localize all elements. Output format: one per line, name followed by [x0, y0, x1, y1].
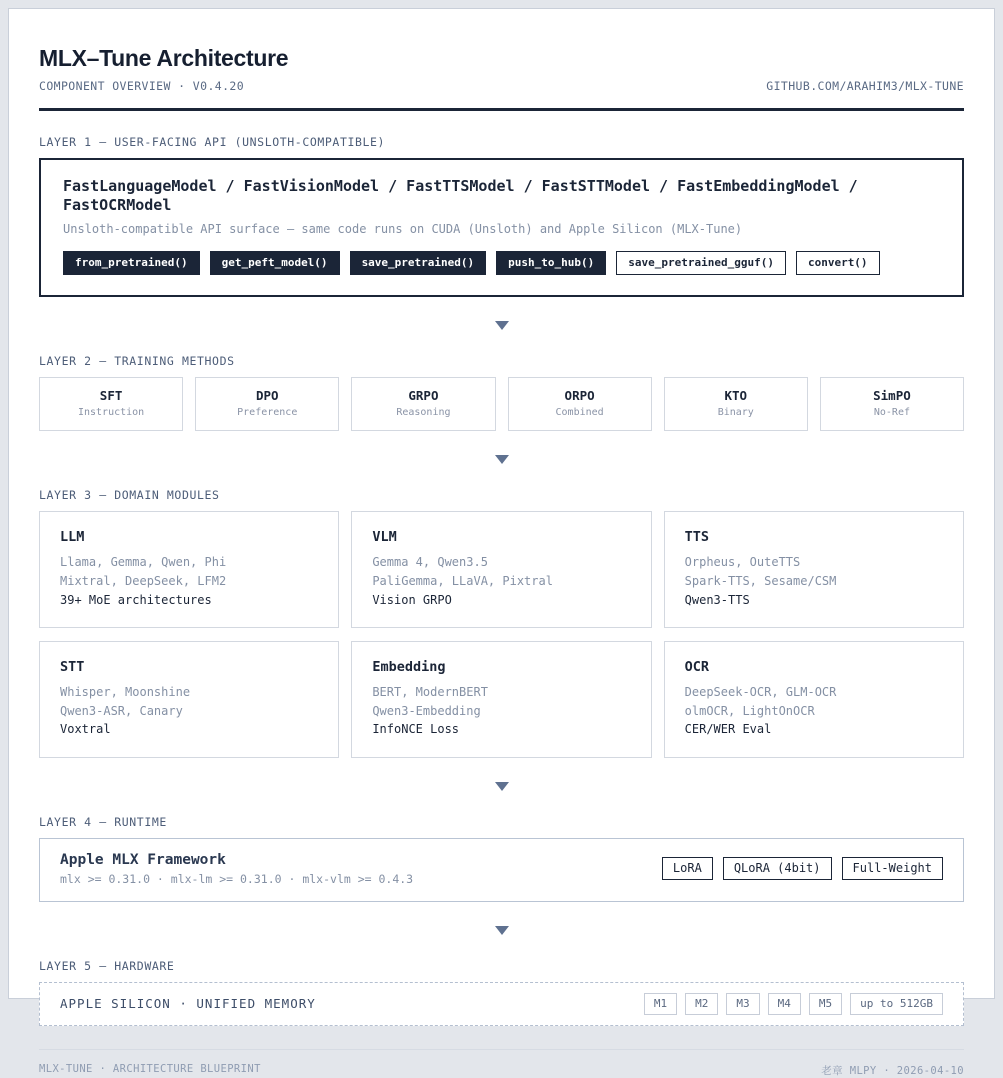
- domain-card-title: VLM: [372, 529, 397, 546]
- domain-card-llm: [39, 511, 339, 628]
- header-meta-row: [39, 79, 964, 93]
- domain-card-line: olmOCR, LightOnOCR: [684, 703, 815, 718]
- flow-down-arrow-icon: [495, 321, 509, 330]
- training-card-title: ORPO: [564, 388, 595, 404]
- domain-card-line: Spark-TTS, Sesame/CSM: [684, 573, 837, 588]
- domain-card-stt: [39, 641, 339, 758]
- github-repo-link[interactable]: GITHUB.COM/ARAHIM3/MLX-TUNE: [766, 79, 964, 93]
- runtime-info: [60, 852, 413, 886]
- hardware-chips: [644, 993, 943, 1015]
- convert-button[interactable]: convert(): [796, 251, 880, 275]
- domain-card-highlight: 39+ MoE architectures: [60, 592, 212, 607]
- hardware-title: APPLE SILICON · UNIFIED MEMORY: [60, 996, 316, 1012]
- lora-chip[interactable]: LoRA: [662, 857, 713, 880]
- domain-card-line: BERT, ModernBERT: [372, 685, 488, 700]
- footer-right-text: 老章 MLPY · 2026-04-10: [821, 1064, 964, 1077]
- domain-card-ocr: [664, 641, 964, 758]
- training-card-title: DPO: [255, 388, 279, 404]
- m2-chip[interactable]: M2: [685, 993, 718, 1015]
- domain-modules-grid: [39, 511, 964, 758]
- training-card-subtitle: Preference: [237, 407, 298, 419]
- domain-card-title: TTS: [684, 529, 710, 546]
- training-card-subtitle: Binary: [717, 407, 754, 419]
- architecture-blueprint-card: [8, 8, 995, 1077]
- domain-card-line: Qwen3-Embedding: [372, 703, 481, 718]
- layer2-label: LAYER 2 — TRAINING METHODS: [39, 354, 235, 369]
- header-divider: [39, 108, 964, 111]
- hardware-box: [39, 982, 964, 1026]
- page-footer: [39, 1049, 964, 1078]
- training-methods-row: [39, 377, 964, 431]
- page-header: [39, 45, 964, 111]
- domain-card-title: OCR: [684, 659, 710, 676]
- domain-card-line: PaliGemma, LLaVA, Pixtral: [372, 573, 553, 588]
- domain-card-title: STT: [60, 659, 85, 676]
- layer5-label: LAYER 5 — HARDWARE: [39, 958, 175, 973]
- full-weight-chip[interactable]: Full-Weight: [842, 857, 943, 880]
- m3-chip[interactable]: M3: [726, 993, 759, 1015]
- api-method-buttons: [63, 251, 940, 275]
- flow-down-arrow-icon: [495, 926, 509, 935]
- domain-card-vlm: [351, 511, 651, 628]
- max-memory-chip[interactable]: up to 512GB: [850, 993, 943, 1015]
- m5-chip[interactable]: M5: [809, 993, 842, 1015]
- training-card-title: GRPO: [408, 388, 439, 404]
- domain-card-title: Embedding: [372, 659, 446, 676]
- training-card-grpo: [351, 377, 495, 431]
- component-overview-version: COMPONENT OVERVIEW · V0.4.20: [39, 79, 245, 93]
- domain-card-line: Orpheus, OuteTTS: [684, 555, 801, 570]
- from-pretrained-button[interactable]: from_pretrained(): [63, 251, 200, 275]
- domain-card-title: LLM: [60, 529, 85, 546]
- flow-down-arrow-icon: [495, 455, 509, 464]
- runtime-mode-chips: [662, 857, 943, 880]
- save-pretrained-button[interactable]: save_pretrained(): [350, 251, 487, 275]
- runtime-title: Apple MLX Framework: [60, 851, 226, 868]
- domain-card-tts: [664, 511, 964, 628]
- layer4-label: LAYER 4 — RUNTIME: [39, 814, 167, 829]
- flow-down-arrow-icon: [495, 782, 509, 791]
- domain-card-line: Gemma 4, Qwen3.5: [372, 555, 488, 570]
- domain-card-line: DeepSeek-OCR, GLM-OCR: [684, 685, 837, 700]
- layer3-label: LAYER 3 — DOMAIN MODULES: [39, 488, 220, 503]
- training-card-subtitle: Reasoning: [396, 407, 451, 419]
- m4-chip[interactable]: M4: [768, 993, 801, 1015]
- domain-card-highlight: Qwen3-TTS: [684, 592, 750, 607]
- domain-card-highlight: Vision GRPO: [372, 592, 452, 607]
- training-card-dpo: [195, 377, 339, 431]
- training-card-subtitle: No-Ref: [873, 407, 910, 419]
- training-card-kto: [664, 377, 808, 431]
- domain-card-line: Mixtral, DeepSeek, LFM2: [60, 573, 227, 588]
- domain-card-line: Whisper, Moonshine: [60, 685, 191, 700]
- layer1-label: LAYER 1 — USER-FACING API (UNSLOTH-COMPATIBLE): [39, 135, 386, 149]
- save-pretrained-gguf-button[interactable]: save_pretrained_gguf(): [616, 251, 786, 275]
- api-classes-title: FastLanguageModel / FastVisionModel / FastTTSModel / FastSTTModel / FastEmbeddingModel / FastOCRModel: [63, 177, 858, 215]
- training-card-orpo: [508, 377, 652, 431]
- training-card-title: KTO: [724, 388, 748, 404]
- runtime-box: [39, 838, 964, 902]
- layer1-api-box: [39, 158, 964, 297]
- training-card-sft: [39, 377, 183, 431]
- training-card-subtitle: Instruction: [77, 407, 145, 419]
- qlora-4bit-chip[interactable]: QLoRA (4bit): [723, 857, 832, 880]
- api-description: Unsloth-compatible API surface — same code runs on CUDA (Unsloth) and Apple Silicon (MLX-Tune): [63, 222, 743, 237]
- runtime-versions: mlx >= 0.31.0 · mlx-lm >= 0.31.0 · mlx-vlm >= 0.4.3: [60, 871, 414, 886]
- domain-card-embedding: [351, 641, 651, 758]
- get-peft-model-button[interactable]: get_peft_model(): [210, 251, 340, 275]
- training-card-title: SimPO: [873, 388, 911, 404]
- domain-card-line: Qwen3-ASR, Canary: [60, 703, 183, 718]
- push-to-hub-button[interactable]: push_to_hub(): [496, 251, 606, 275]
- domain-card-highlight: Voxtral: [60, 722, 111, 737]
- training-card-simpo: [820, 377, 964, 431]
- m1-chip[interactable]: M1: [644, 993, 677, 1015]
- domain-card-highlight: CER/WER Eval: [684, 722, 772, 737]
- domain-card-highlight: InfoNCE Loss: [372, 722, 460, 737]
- training-card-subtitle: Combined: [555, 407, 604, 419]
- training-card-title: SFT: [99, 388, 123, 404]
- domain-card-line: Llama, Gemma, Qwen, Phi: [60, 555, 227, 570]
- page-title: MLX–Tune Architecture: [39, 45, 289, 71]
- footer-left-text: MLX-TUNE · ARCHITECTURE BLUEPRINT: [39, 1062, 261, 1075]
